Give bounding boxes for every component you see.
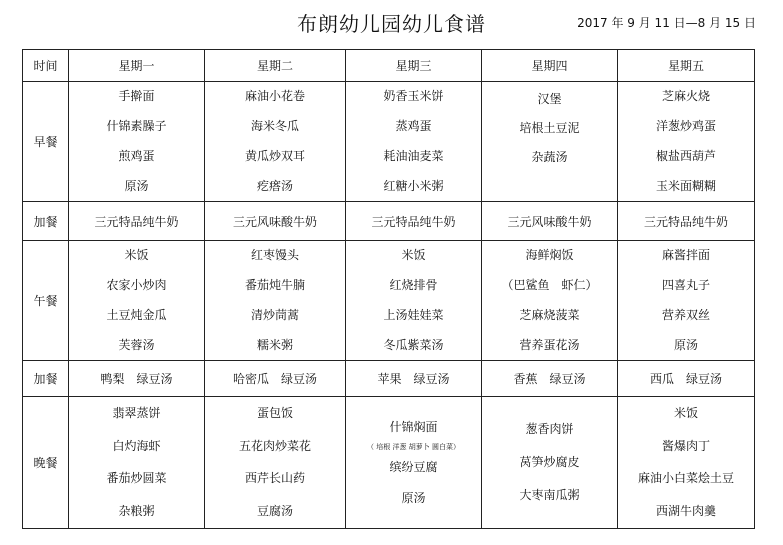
menu-cell (69, 82, 205, 202)
menu-cell (482, 397, 618, 529)
dish: 营养双丝 (661, 307, 710, 322)
menu-cell: 三元特品纯牛奶 (69, 202, 205, 241)
day-header-fri: 星期五 (618, 50, 755, 82)
meal-label: 早餐 (23, 82, 69, 202)
dish: 麻油小白菜烩土豆 (637, 471, 734, 486)
dish-note: （ 培根 洋葱 胡萝卜 圆白菜） (367, 442, 460, 451)
meal-label: 午餐 (23, 241, 69, 361)
menu-cell (482, 241, 618, 361)
meal-row-snack-2 (23, 361, 755, 397)
menu-cell (346, 82, 482, 202)
dish: 白灼海虾 (112, 438, 161, 453)
dish: 豆腐汤 (256, 504, 293, 519)
dish: 糯米粥 (256, 337, 293, 352)
meal-label: 加餐 (23, 202, 69, 241)
dish: 洋葱炒鸡蛋 (655, 119, 716, 134)
menu-cell (205, 397, 346, 529)
dish: 原汤 (401, 490, 426, 505)
menu-cell: 三元风味酸牛奶 (205, 202, 346, 241)
time-header: 时间 (23, 50, 69, 82)
meal-label: 加餐 (23, 361, 69, 397)
menu-cell (205, 82, 346, 202)
dish: 芙蓉汤 (118, 337, 155, 352)
menu-cell: 三元风味酸牛奶 (482, 202, 618, 241)
dish: 海米冬瓜 (250, 119, 299, 134)
menu-cell (618, 397, 755, 529)
day-header-wed: 星期三 (346, 50, 482, 82)
dish: 莴笋炒腐皮 (519, 455, 580, 469)
meal-row-lunch (23, 241, 755, 361)
dish: 蒸鸡蛋 (395, 119, 432, 134)
dish: （巴鲨鱼 虾仁） (501, 278, 598, 293)
dish: 疙瘩汤 (256, 178, 293, 193)
menu-cell (69, 241, 205, 361)
menu-cell: 苹果 绿豆汤 (346, 361, 482, 397)
dish: 营养蛋花汤 (519, 337, 580, 352)
dish: 汉堡 (537, 92, 562, 106)
dish: 上汤娃娃菜 (383, 307, 444, 322)
menu-table (22, 49, 755, 529)
dish: 蛋包饭 (256, 405, 293, 420)
dish: 椒盐西葫芦 (655, 148, 716, 163)
header-row (23, 50, 755, 82)
dish: 西湖牛肉羹 (655, 504, 716, 519)
dish: 耗油油麦菜 (383, 148, 444, 163)
dish: 米饭 (673, 405, 698, 420)
dish: 红枣馒头 (250, 248, 299, 263)
menu-cell: 西瓜 绿豆汤 (618, 361, 755, 397)
dish: 红糖小米粥 (383, 178, 444, 193)
dish: 缤纷豆腐 (389, 459, 438, 474)
dish: 玉米面糊糊 (655, 178, 716, 193)
dish: 芝麻烧菠菜 (519, 307, 580, 322)
menu-cell (618, 241, 755, 361)
meal-label: 晚餐 (23, 397, 69, 529)
menu-cell (346, 241, 482, 361)
dish: 冬瓜紫菜汤 (383, 337, 444, 352)
dish: 四喜丸子 (661, 278, 710, 293)
dish: 大枣南瓜粥 (519, 488, 580, 502)
dish: 农家小炒肉 (106, 278, 167, 293)
dish: 海鲜焖饭 (525, 248, 574, 263)
dish: 什锦焖面 (389, 419, 438, 434)
dish: 杂蔬汤 (531, 150, 568, 164)
dish: 麻油小花卷 (244, 89, 305, 104)
date-range: 2017 年 9 月 11 日—8 月 15 日 (577, 16, 756, 30)
dish: 清炒茼蒿 (250, 307, 299, 322)
dish: 手擀面 (118, 89, 155, 104)
dish: 米饭 (401, 248, 426, 263)
dish: 番茄炒圆菜 (106, 471, 167, 486)
dish: 黄瓜炒双耳 (244, 148, 305, 163)
dish: 番茄炖牛腩 (244, 278, 305, 293)
dish: 翡翠蒸饼 (112, 405, 161, 420)
dish: 米饭 (124, 248, 149, 263)
dish: 什锦素臊子 (106, 119, 167, 134)
day-header-tue: 星期二 (205, 50, 346, 82)
dish: 酱爆肉丁 (661, 438, 710, 453)
dish: 杂粮粥 (118, 504, 155, 519)
menu-cell: 哈密瓜 绿豆汤 (205, 361, 346, 397)
menu-cell (618, 82, 755, 202)
menu-cell: 三元特品纯牛奶 (346, 202, 482, 241)
day-header-thu: 星期四 (482, 50, 618, 82)
day-header-mon: 星期一 (69, 50, 205, 82)
menu-cell (482, 82, 618, 202)
menu-cell: 鸭梨 绿豆汤 (69, 361, 205, 397)
dish: 芝麻火烧 (661, 89, 710, 104)
dish: 红烧排骨 (389, 278, 438, 293)
dish: 西芹长山药 (244, 471, 305, 486)
dish: 煎鸡蛋 (118, 148, 155, 163)
dish: 原汤 (673, 337, 698, 352)
menu-cell (205, 241, 346, 361)
dish: 葱香肉饼 (525, 422, 574, 436)
meal-row-snack-1 (23, 202, 755, 241)
menu-cell: 三元特品纯牛奶 (618, 202, 755, 241)
dish: 原汤 (124, 178, 149, 193)
dish: 土豆炖金瓜 (106, 307, 167, 322)
menu-cell (346, 397, 482, 529)
page-title: 布朗幼儿园幼儿食谱 (297, 12, 486, 36)
dish: 五花肉炒菜花 (238, 438, 311, 453)
meal-row-dinner (23, 397, 755, 529)
menu-cell (69, 397, 205, 529)
dish: 奶香玉米饼 (383, 89, 444, 104)
dish: 培根土豆泥 (519, 121, 580, 135)
menu-cell: 香蕉 绿豆汤 (482, 361, 618, 397)
meal-row-breakfast (23, 82, 755, 202)
dish: 麻酱拌面 (661, 248, 710, 263)
